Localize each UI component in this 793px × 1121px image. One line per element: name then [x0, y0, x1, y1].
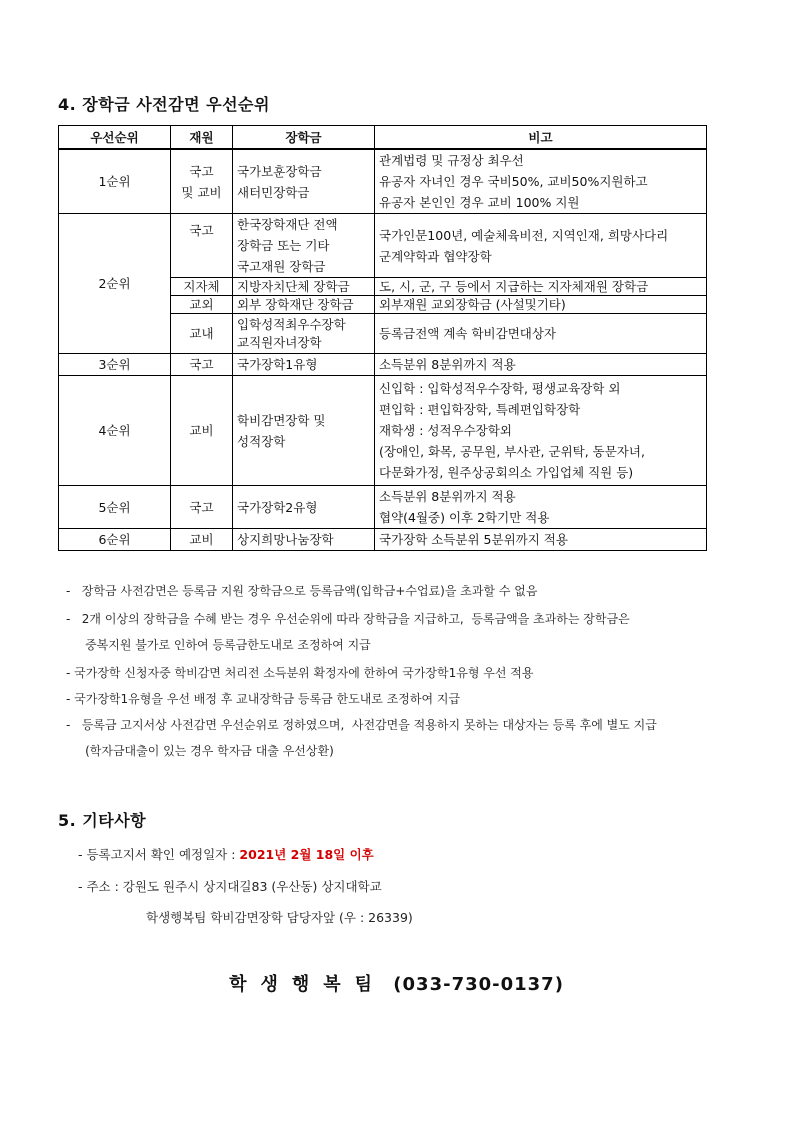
source-cell: 국고 [171, 486, 233, 529]
confirm-date-line [78, 845, 374, 863]
table-header-row [59, 126, 707, 150]
note-line: - 장학금 사전감면은 등록금 지원 장학금으로 등록금액(입학금+수업료)을 초과할 수 없음 [66, 584, 538, 598]
source-cell: 교내 [171, 314, 233, 354]
address-line: - 주소 : 강원도 원주시 상지대길83 (우산동) 상지대학교 [78, 879, 382, 894]
note-line: - 국가장학 신청자중 학비감면 처리전 소득분위 확정자에 한하여 국가장학1유형 우선 적용 [66, 666, 534, 680]
source-cell: 지자체 [171, 278, 233, 296]
note-cell: 소득분위 8분위까지 적용 [375, 354, 707, 376]
scholarship-cell: 학비감면장학 및 성적장학 [233, 376, 375, 486]
header-scholarship: 장학금 [233, 126, 375, 150]
source-cell: 국고 [171, 214, 233, 278]
table-row [59, 529, 707, 551]
source-cell: 교외 [171, 296, 233, 314]
note-cell: 신입학 : 입학성적우수장학, 평생교육장학 외 편입학 : 편입학장학, 특례편입학장학 재학생 : 성적우수장학외 (장애인, 화목, 공무원, 부사관, 군위탁, 동문자녀, 다문화가정, 원주상공회의소 가입업체 직원 등) [375, 376, 707, 486]
scholarship-cell: 한국장학재단 전액 장학금 또는 기타 국고재원 장학금 [233, 214, 375, 278]
note-cell: 국가인문100년, 예술체육비전, 지역인재, 희망사다리 군계약학과 협약장학 [375, 214, 707, 278]
note-line: - 국가장학1유형을 우선 배정 후 교내장학금 등록금 한도내로 조정하여 지급 [66, 692, 461, 706]
note-line: - 2개 이상의 장학금을 수혜 받는 경우 우선순위에 따라 장학금을 지급하고, 등록금액을 초과하는 장학금은 [66, 612, 630, 626]
note-cell: 도, 시, 군, 구 등에서 지급하는 지자체재원 장학금 [375, 278, 707, 296]
header-rank: 우선순위 [59, 126, 171, 150]
source-cell: 교비 [171, 529, 233, 551]
confirm-label: - 등록고지서 확인 예정일자 : [78, 847, 240, 862]
note-cell: 외부재원 교외장학금 (사설및기타) [375, 296, 707, 314]
footer-phone: (033-730-0137) [393, 974, 564, 995]
footer-team: 학생행복팀 [229, 974, 387, 995]
source-cell: 국고 [171, 354, 233, 376]
footer-contact [0, 970, 793, 996]
note-cell: 등록금전액 계속 학비감면대상자 [375, 314, 707, 354]
table-row [59, 486, 707, 529]
scholarship-priority-table [58, 125, 707, 551]
source-cell: 교비 [171, 376, 233, 486]
note-line: 중복지원 불가로 인하여 등록금한도내로 조정하여 지급 [66, 638, 371, 652]
note-cell: 관계법령 및 규정상 최우선 유공자 자녀인 경우 국비50%, 교비50%지원하고 유공자 본인인 경우 교비 100% 지원 [375, 149, 707, 214]
source-cell: 국고 및 교비 [171, 149, 233, 214]
table-row [59, 149, 707, 214]
header-note: 비고 [375, 126, 707, 150]
note-cell: 소득분위 8분위까지 적용 협약(4월중) 이후 2학기만 적용 [375, 486, 707, 529]
rank-cell: 2순위 [59, 214, 171, 354]
scholarship-cell: 입학성적최우수장학 교직원자녀장학 [233, 314, 375, 354]
scholarship-cell: 국가장학1유형 [233, 354, 375, 376]
confirm-date: 2021년 2월 18일 이후 [239, 847, 374, 862]
scholarship-cell: 외부 장학재단 장학금 [233, 296, 375, 314]
header-source: 재원 [171, 126, 233, 150]
scholarship-cell: 상지희망나눔장학 [233, 529, 375, 551]
rank-cell: 1순위 [59, 149, 171, 214]
rank-cell: 3순위 [59, 354, 171, 376]
note-line: - 등록금 고지서상 사전감면 우선순위로 정하였으며, 사전감면을 적용하지 못하는 대상자는 등록 후에 별도 지급 [66, 718, 657, 732]
scholarship-cell: 국가장학2유형 [233, 486, 375, 529]
section4-title: 4. 장학금 사전감면 우선순위 [58, 95, 270, 114]
scholarship-cell: 지방자치단체 장학금 [233, 278, 375, 296]
table-row [59, 376, 707, 486]
address-line-2: 학생행복팀 학비감면장학 담당자앞 (우 : 26339) [146, 910, 413, 925]
note-cell: 국가장학 소득분위 5분위까지 적용 [375, 529, 707, 551]
rank-cell: 4순위 [59, 376, 171, 486]
rank-cell: 6순위 [59, 529, 171, 551]
scholarship-cell: 국가보훈장학금 새터민장학금 [233, 149, 375, 214]
section5-title: 5. 기타사항 [58, 811, 147, 830]
table-row [59, 214, 707, 278]
table-row [59, 354, 707, 376]
note-line: (학자금대출이 있는 경우 학자금 대출 우선상환) [66, 744, 334, 758]
rank-cell: 5순위 [59, 486, 171, 529]
